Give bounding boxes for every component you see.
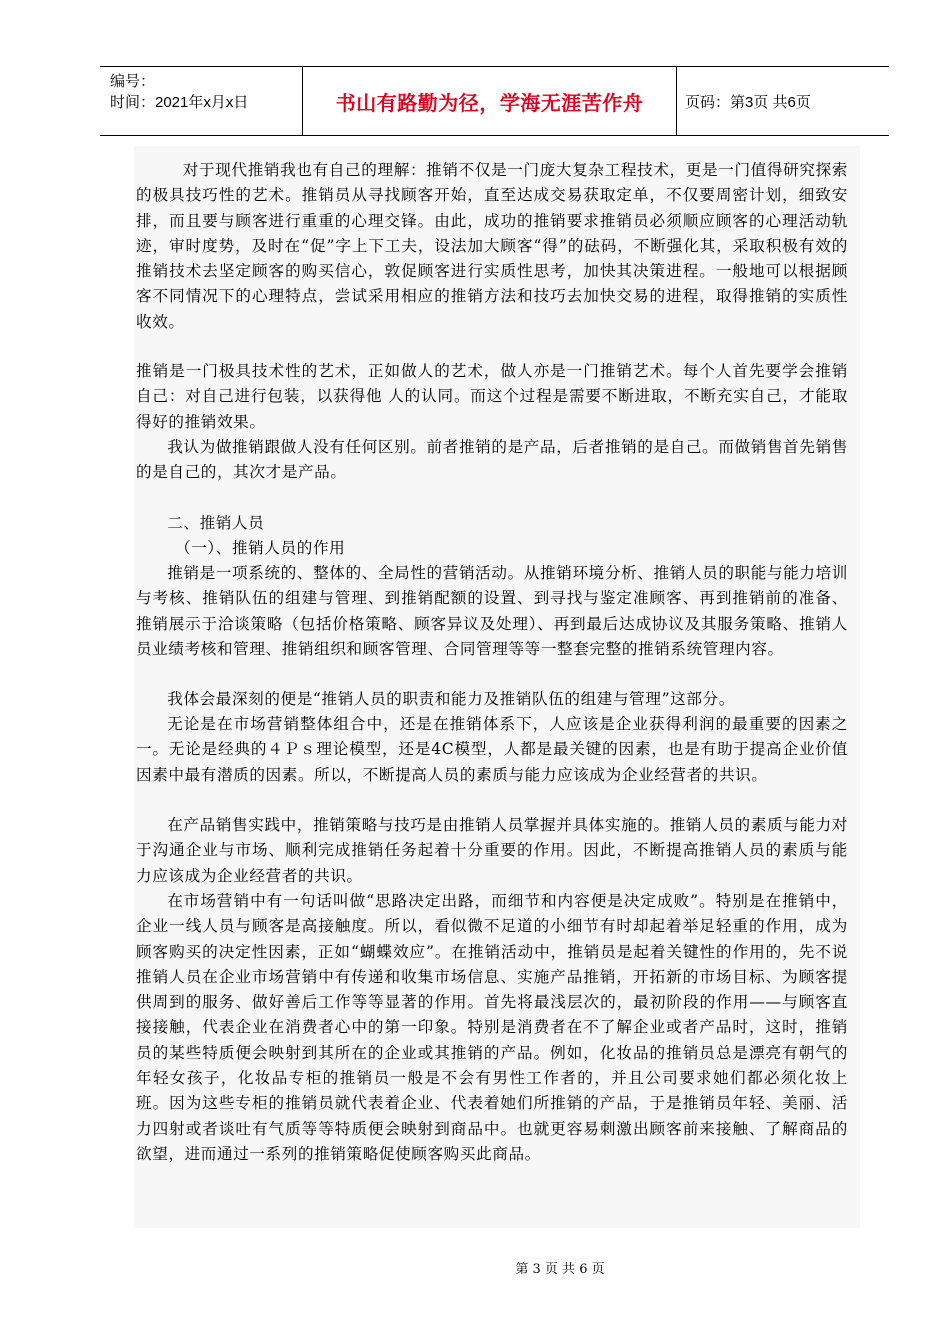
paragraph-2: 推销是一门极具技术性的艺术，正如做人的艺术，做人亦是一门推销艺术。每个人首先要学会推销自己：对自己进行包装，以获得他 人的认同。而这个过程是需要不断进取，不断充实自己，才能取得好的推销效果。 (136, 362, 848, 431)
footer-page-number: 第 3 页 共 6 页 (515, 1262, 605, 1277)
header-page-label: 页码：第3页 共6页 (685, 93, 811, 111)
number-label: 编号： (110, 73, 156, 90)
paragraph-5: 我体会最深刻的便是“推销人员的职责和能力及推销队伍的组建与管理”这部分。 (167, 690, 735, 708)
page-header (100, 66, 889, 136)
section-heading: 二、推销人员 (167, 514, 265, 532)
header-motto: 书山有路勤为径，学海无涯苦作舟 (303, 67, 677, 135)
page-footer (0, 1258, 950, 1277)
paragraph-3: 我认为做推销跟做人没有任何区别。前者推销的是产品，后者推销的是自己。而做销售首先销售的是自己的，其次才是产品。 (136, 438, 848, 482)
header-meta (100, 67, 303, 135)
paragraph-1: 对于现代推销我也有自己的理解：推销不仅是一门庞大复杂工程技术，更是一门值得研究探索的极具技巧性的艺术。推销员从寻找顾客开始，直至达成交易获取定单，不仅要周密计划，细致安排，而且要与顾客进行重重的心理交锋。由此，成功的推销要求推销员必须顺应顾客的心理活动轨迹，审时度势，及时在“促”字上下工夫，设法加大顾客“得”的砝码，不断强化其，采取积极有效的推销技术去坚定顾客的购买信心，敦促顾客进行实质性思考，加快其决策进程。一般地可以根据顾客不同情况下的心理特点，尝试采用相应的推销方法和技巧去加快交易的进程，取得推销的实质性收效。 (136, 161, 848, 331)
paragraph-4: 推销是一项系统的、整体的、全局性的营销活动。从推销环境分析、推销人员的职能与能力培训与考核、推销队伍的组建与管理、到推销配额的设置、到寻找与鉴定准顾客、再到推销前的准备、推销展示于洽谈策略（包括价格策略、顾客异议及处理）、再到最后达成协议及其服务策略、推销人员业绩考核和管理、推销组织和顾客管理、合同管理等等一整套完整的推销系统管理内容。 (136, 564, 848, 658)
time-label: 时间：2021年x月x日 (110, 94, 249, 111)
paragraph-6: 无论是在市场营销整体组合中，还是在推销体系下，人应该是企业获得利润的最重要的因素之一。无论是经典的４Ｐｓ理论模型，还是4C模型，人都是最关键的因素，也是有助于提高企业价值因素中最有潜质的因素。所以，不断提高人员的素质与能力应该成为企业经营者的共识。 (136, 715, 848, 784)
paragraph-8: 在市场营销中有一句话叫做“思路决定出路，而细节和内容便是决定成败”。特别是在推销中，企业一线人员与顾客是高接触度。所以，看似微不足道的小细节有时却起着举足轻重的作用，成为顾客购买的决定性因素，正如“蝴蝶效应”。在推销活动中，推销员是起着关键性的作用的，先不说推销人员在企业市场营销中有传递和收集市场信息、实施产品推销，开拓新的市场目标、为顾客提供周到的服务、做好善后工作等等显著的作用。首先将最浅层次的，最初阶段的作用——与顾客直接接触，代表企业在消费者心中的第一印象。特别是消费者在不了解企业或者产品时，这时，推销员的某些特质便会映射到其所在的企业或其推销的产品。例如，化妆品的推销员总是漂亮有朝气的年轻女孩子，化妆品专柜的推销员一般是不会有男性工作者的，并且公司要求她们都必须化妆上班。因为这些专柜的推销员就代表着企业、代表着她们所推销的产品，于是推销员年轻、美丽、活力四射或者谈吐有气质等等特质便会映射到商品中。也就更容易刺激出顾客前来接触、了解商品的欲望，进而通过一系列的推销策略促使顾客购买此商品。 (136, 892, 848, 1163)
subsection-heading: （一）、推销人员的作用 (175, 539, 346, 557)
paragraph-7: 在产品销售实践中，推销策略与技巧是由推销人员掌握并具体实施的。推销人员的素质与能力对于沟通企业与市场、顺利完成推销任务起着十分重要的作用。因此，不断提高推销人员的素质与能力应该成为企业经营者的共识。 (136, 816, 848, 885)
